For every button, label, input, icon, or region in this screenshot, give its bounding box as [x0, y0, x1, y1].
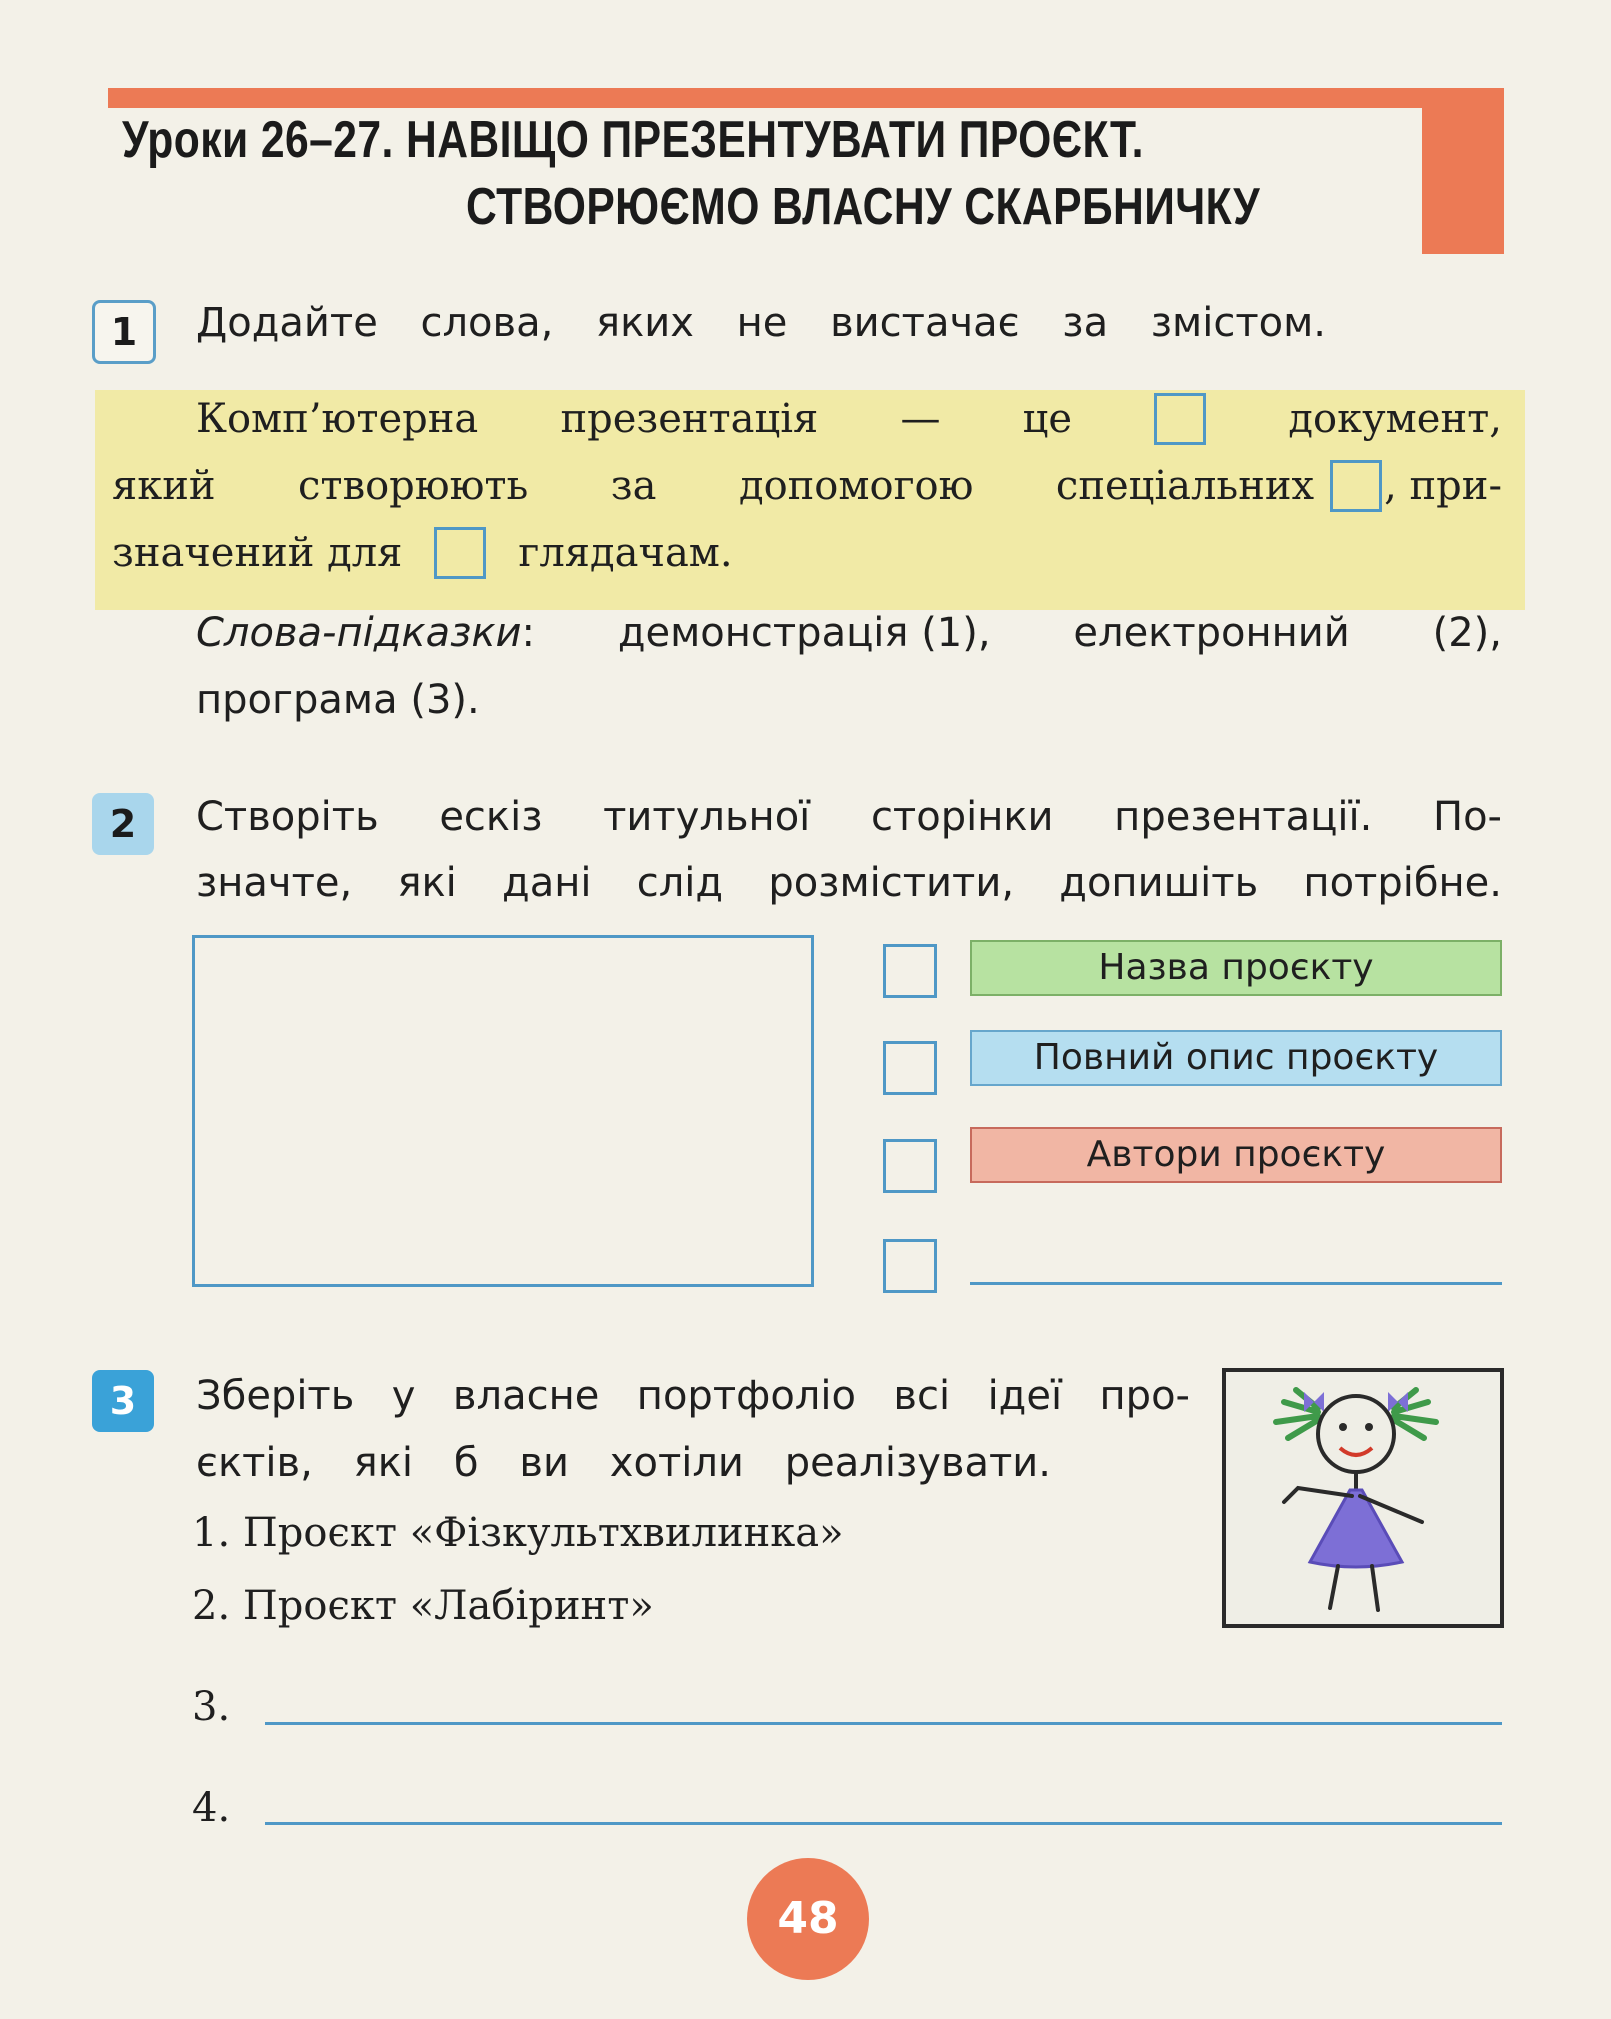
task-3-badge: 3 [92, 1370, 154, 1432]
word: про- [1099, 1373, 1190, 1419]
word-group [1056, 460, 1502, 512]
word: допишіть [1059, 860, 1259, 906]
task-2-line-1 [196, 794, 1502, 840]
word: за [610, 463, 657, 509]
lesson-title-line2: СТВОРЮЄМО ВЛАСНУ СКАРБНИЧКУ [466, 178, 1261, 236]
definition-line-3 [112, 527, 733, 579]
word: По- [1433, 794, 1502, 840]
hint-word: демонстрація (1), [617, 610, 991, 656]
lesson-title-line1: Уроки 26–27. НАВІЩО ПРЕЗЕНТУВАТИ ПРОЄКТ. [122, 111, 1144, 169]
answer-box-2[interactable] [1330, 460, 1382, 512]
word: ідеї [987, 1373, 1063, 1419]
word: єктів, [196, 1440, 313, 1486]
word: титульної [603, 794, 811, 840]
option-project-authors: Автори проєкту [970, 1127, 1502, 1183]
checkbox-project-description[interactable] [883, 1041, 937, 1095]
option-project-name: Назва проєкту [970, 940, 1502, 996]
word: за [1062, 300, 1109, 346]
word: презентація [560, 396, 819, 442]
word: всі [893, 1373, 951, 1419]
word: ескіз [439, 794, 543, 840]
custom-option-line[interactable] [970, 1282, 1502, 1285]
text: значений для [112, 530, 403, 576]
girl-drawing-icon [1226, 1372, 1500, 1624]
word: ви [519, 1440, 569, 1486]
word: які [353, 1440, 414, 1486]
hints-line-1 [196, 610, 1502, 656]
word: потрібне. [1303, 860, 1502, 906]
word: , при- [1384, 463, 1502, 509]
word: Комп’ютерна [196, 396, 479, 442]
word: який [112, 463, 216, 509]
word: створюють [298, 463, 529, 509]
word: сторінки [870, 794, 1054, 840]
word: значте, [196, 860, 353, 906]
hints-label-text: Слова-підказки [196, 610, 522, 656]
checkbox-custom-option[interactable] [883, 1239, 937, 1293]
task-2-line-2 [196, 860, 1502, 906]
task-1-badge: 1 [92, 300, 156, 364]
answer-box-1[interactable] [1154, 393, 1206, 445]
word: Додайте [196, 300, 378, 346]
answer-box-3[interactable] [434, 527, 486, 579]
word: спеціальних [1055, 463, 1315, 509]
text: глядачам. [518, 530, 733, 576]
word: не [736, 300, 788, 346]
word: презентації. [1114, 794, 1373, 840]
definition-line-1 [196, 393, 1502, 445]
word: б [453, 1440, 479, 1486]
word: вистачає [830, 300, 1020, 346]
word: хотіли [609, 1440, 744, 1486]
word: документ, [1288, 396, 1502, 442]
project-list-item-3: 3. [192, 1684, 231, 1730]
project-list-item-4: 4. [192, 1785, 231, 1831]
word: розмістити, [768, 860, 1015, 906]
hints-label: Слова-підказки: [196, 610, 535, 656]
child-drawing-illustration [1222, 1368, 1504, 1628]
header-accent [1422, 108, 1504, 254]
word: Створіть [196, 794, 379, 840]
task-1-instruction [196, 300, 1326, 346]
word: — [900, 396, 941, 442]
word: слід [636, 860, 724, 906]
option-project-description: Повний опис проєкту [970, 1030, 1502, 1086]
project-list-item-1: 1. Проєкт «Фізкультхвилинка» [192, 1510, 844, 1556]
page-number: 48 [747, 1858, 869, 1980]
write-line-4[interactable] [265, 1822, 1502, 1825]
task-2-badge: 2 [92, 793, 154, 855]
header-bar [108, 88, 1504, 108]
word: Зберіть [196, 1373, 355, 1419]
word: це [1022, 396, 1073, 442]
word: власне [452, 1373, 600, 1419]
word: яких [596, 300, 694, 346]
checkbox-project-authors[interactable] [883, 1139, 937, 1193]
task-3-line-1 [196, 1373, 1190, 1419]
word: слова, [420, 300, 554, 346]
word: портфоліо [636, 1373, 856, 1419]
definition-line-2 [112, 460, 1502, 512]
project-list-item-2: 2. Проєкт «Лабіринт» [192, 1583, 654, 1629]
title-page-sketch-area[interactable] [192, 935, 814, 1287]
hints-line-2: програма (3). [196, 677, 480, 723]
word: у [391, 1373, 416, 1419]
checkbox-project-name[interactable] [883, 944, 937, 998]
word: допомогою [738, 463, 974, 509]
task-3-line-2 [196, 1440, 1051, 1486]
word: які [397, 860, 457, 906]
word: дані [502, 860, 592, 906]
word: змістом. [1150, 300, 1326, 346]
hint-word: електронний [1073, 610, 1350, 656]
hint-word: (2), [1432, 610, 1502, 656]
write-line-3[interactable] [265, 1722, 1502, 1725]
word: реалізувати. [784, 1440, 1051, 1486]
